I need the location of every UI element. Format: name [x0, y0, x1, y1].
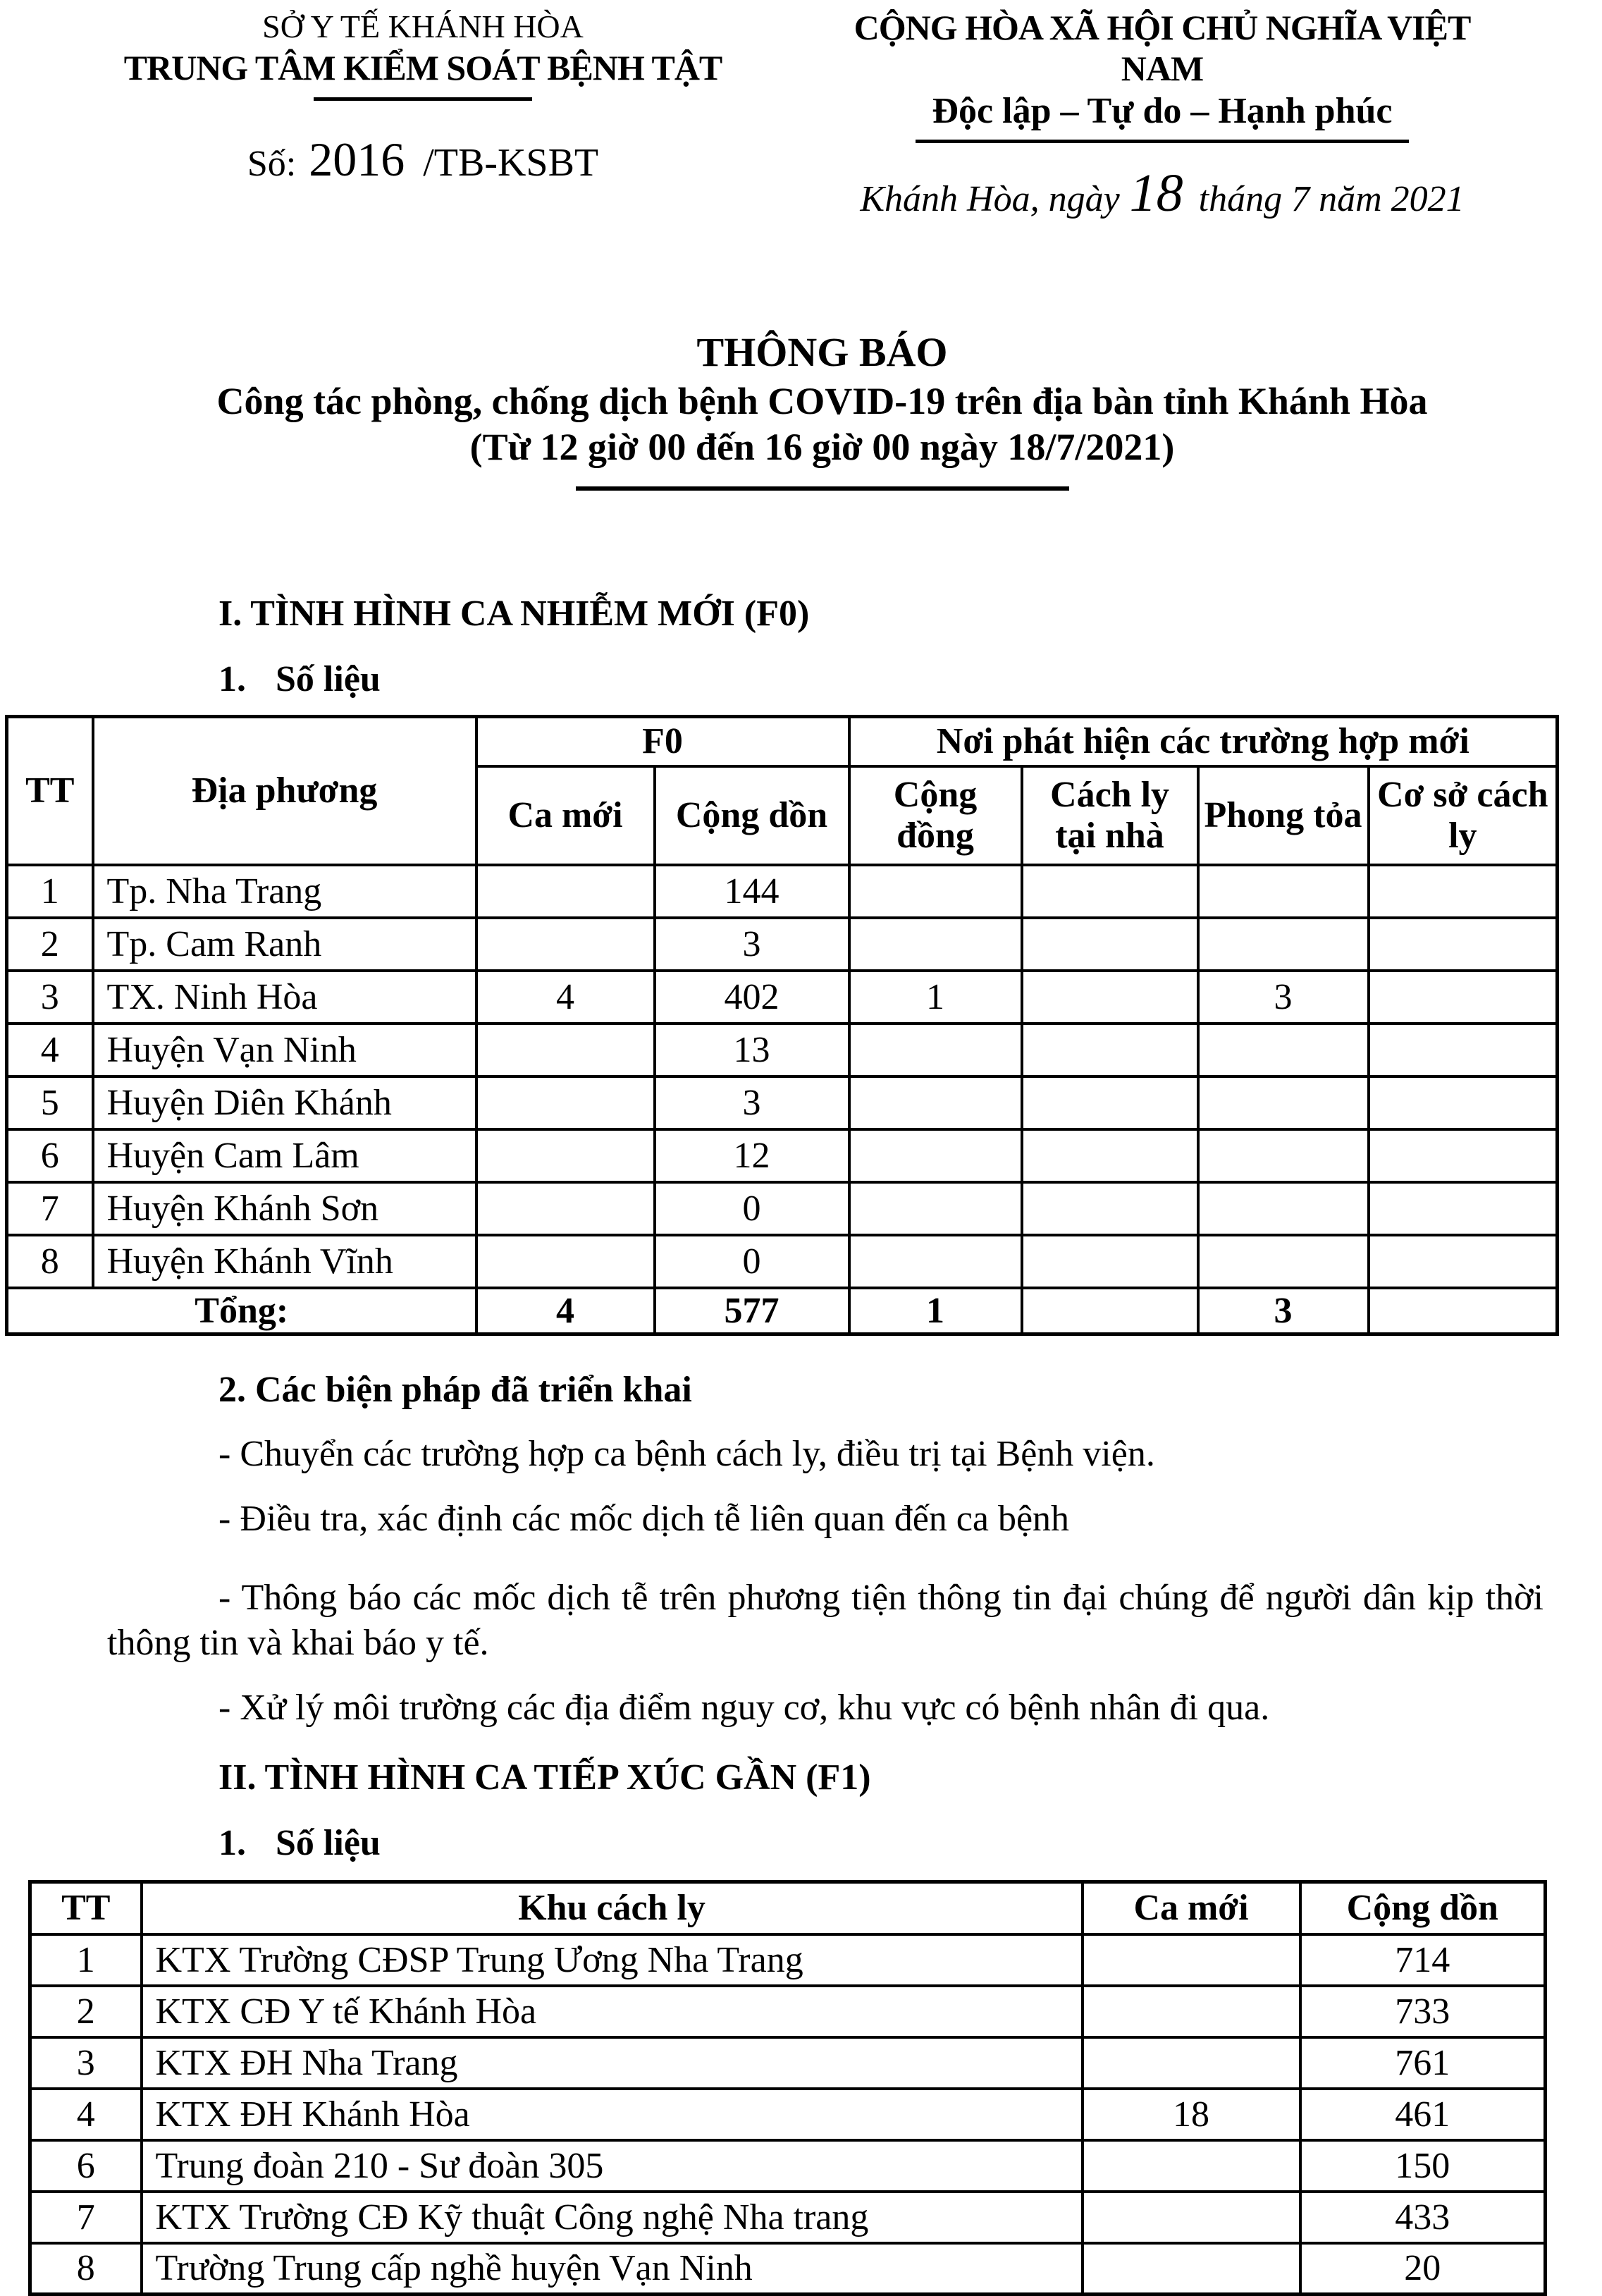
- cell-lockdown: [1198, 1129, 1369, 1182]
- cell-home: [1022, 865, 1198, 918]
- cell-tt: 4: [7, 1024, 93, 1076]
- notice-title-block: [0, 327, 1602, 491]
- issuing-org-block: [0, 7, 846, 224]
- cell-tt: 2: [30, 1986, 142, 2037]
- col-f0-group: F0: [476, 717, 849, 766]
- total-lockdown: 3: [1198, 1288, 1369, 1334]
- subheading-label: Số liệu: [276, 659, 381, 699]
- bullet-paragraph: - Xử lý môi trường các địa điểm nguy cơ, khu vực có bệnh nhân đi qua.: [218, 1688, 1270, 1728]
- cell-lockdown: [1198, 1182, 1369, 1235]
- cell-home: [1022, 1235, 1198, 1288]
- cell-home: [1022, 1129, 1198, 1182]
- cell-community: [849, 1129, 1022, 1182]
- cell-home: [1022, 1024, 1198, 1076]
- cell-area: KTX ĐH Khánh Hòa: [142, 2089, 1083, 2140]
- bullet-paragraph: - Điều tra, xác định các mốc dịch tễ liên quan đến ca bệnh: [218, 1499, 1070, 1539]
- table-row: [30, 2140, 1546, 2192]
- cell-new: [476, 1024, 655, 1076]
- doc-number-value: 2016: [309, 133, 405, 186]
- cell-tt: 2: [7, 918, 93, 971]
- cell-new: [1083, 2140, 1300, 2192]
- cell-cum: 0: [655, 1182, 849, 1235]
- subheading-label: Số liệu: [276, 1823, 381, 1863]
- section3-subheading: [218, 1822, 1602, 1865]
- bullet-paragraph: - Chuyển các trường hợp ca bệnh cách ly, điều trị tại Bệnh viện.: [218, 1434, 1155, 1474]
- cell-cum: 761: [1300, 2037, 1546, 2089]
- notice-period: (Từ 12 giờ 00 đến 16 giờ 00 ngày 18/7/2021): [469, 426, 1175, 468]
- cell-cum: 402: [655, 971, 849, 1024]
- cell-cum: 144: [655, 865, 849, 918]
- col-quarantine-area: Khu cách ly: [142, 1882, 1083, 1934]
- cell-lockdown: [1198, 865, 1369, 918]
- total-facility: [1369, 1288, 1558, 1334]
- col-tt: TT: [30, 1882, 142, 1934]
- cell-district: Huyện Cam Lâm: [93, 1129, 476, 1182]
- title-underline: [576, 486, 1069, 491]
- cell-facility: [1369, 918, 1558, 971]
- cell-lockdown: [1198, 1235, 1369, 1288]
- cell-tt: 1: [7, 865, 93, 918]
- doc-number-label: Số:: [247, 144, 297, 184]
- table-row: [30, 2037, 1546, 2089]
- cell-new: 18: [1083, 2089, 1300, 2140]
- date-day: 18: [1129, 164, 1183, 223]
- cell-new: [1083, 2243, 1300, 2295]
- col-cumulative: Cộng dồn: [655, 766, 849, 865]
- cell-facility: [1369, 865, 1558, 918]
- cell-district: Huyện Khánh Sơn: [93, 1182, 476, 1235]
- table-row: [7, 918, 1558, 971]
- col-lockdown: Phong tỏa: [1198, 766, 1369, 865]
- section1-heading: I. TÌNH HÌNH CA NHIỄM MỚI (F0): [218, 594, 810, 634]
- notice-title: THÔNG BÁO: [696, 329, 948, 375]
- cell-tt: 4: [30, 2089, 142, 2140]
- cell-cum: 714: [1300, 1934, 1546, 1986]
- cell-new: [476, 1235, 655, 1288]
- org-underline: [314, 97, 532, 101]
- section3-heading: II. TÌNH HÌNH CA TIẾP XÚC GẦN (F1): [218, 1757, 871, 1798]
- cell-cum: 461: [1300, 2089, 1546, 2140]
- national-motto: Độc lập – Tự do – Hạnh phúc: [932, 91, 1393, 131]
- national-title: CỘNG HÒA XÃ HỘI CHỦ NGHĨA VIỆT NAM: [854, 8, 1471, 88]
- cell-community: [849, 918, 1022, 971]
- cell-facility: [1369, 1076, 1558, 1129]
- section2-heading: 2. Các biện pháp đã triển khai: [218, 1370, 692, 1410]
- cell-area: Trung đoàn 210 - Sư đoàn 305: [142, 2140, 1083, 2192]
- f1-header-row: [30, 1882, 1546, 1934]
- cell-area: KTX Trường CĐSP Trung Ương Nha Trang: [142, 1934, 1083, 1986]
- cell-new: [476, 1129, 655, 1182]
- cell-lockdown: 3: [1198, 971, 1369, 1024]
- motto-underline: [916, 140, 1409, 143]
- f0-header-row-1: [7, 717, 1558, 766]
- cell-new: [476, 918, 655, 971]
- total-new: 4: [476, 1288, 655, 1334]
- bullet-paragraph: - Thông báo các mốc dịch tễ trên phương tiện thông tin đại chúng để người dân kịp thời thông tin và khai báo y tế.: [107, 1578, 1544, 1663]
- cell-community: [849, 1076, 1022, 1129]
- table-row: [30, 2192, 1546, 2243]
- col-cumulative: Cộng dồn: [1300, 1882, 1546, 1934]
- cell-cum: 733: [1300, 1986, 1546, 2037]
- cell-community: 1: [849, 971, 1022, 1024]
- table-row: [7, 1129, 1558, 1182]
- col-tt: TT: [7, 717, 93, 865]
- cell-district: Huyện Khánh Vĩnh: [93, 1235, 476, 1288]
- table-row: [7, 865, 1558, 918]
- cell-home: [1022, 971, 1198, 1024]
- cell-cum: 150: [1300, 2140, 1546, 2192]
- cell-lockdown: [1198, 918, 1369, 971]
- table-row: [7, 1024, 1558, 1076]
- cell-district: TX. Ninh Hòa: [93, 971, 476, 1024]
- cell-tt: 6: [30, 2140, 142, 2192]
- cell-new: 4: [476, 971, 655, 1024]
- cell-new: [476, 865, 655, 918]
- table-row: [7, 1182, 1558, 1235]
- date-suffix: tháng 7 năm 2021: [1198, 179, 1465, 219]
- cell-facility: [1369, 1129, 1558, 1182]
- subheading-number: 1.: [218, 1823, 246, 1863]
- cell-tt: 8: [7, 1235, 93, 1288]
- col-place-group: Nơi phát hiện các trường hợp mới: [849, 717, 1558, 766]
- cell-tt: 7: [30, 2192, 142, 2243]
- cell-area: KTX CĐ Y tế Khánh Hòa: [142, 1986, 1083, 2037]
- national-header-block: [846, 7, 1602, 224]
- col-quarantine-facility: Cơ sở cách ly: [1369, 766, 1558, 865]
- cell-new: [1083, 2037, 1300, 2089]
- cell-tt: 5: [7, 1076, 93, 1129]
- cell-lockdown: [1198, 1076, 1369, 1129]
- cell-area: Trường Trung cấp nghề huyện Vạn Ninh: [142, 2243, 1083, 2295]
- notice-subject: Công tác phòng, chống dịch bệnh COVID-19 trên địa bàn tỉnh Khánh Hòa: [216, 380, 1428, 422]
- cell-community: [849, 1024, 1022, 1076]
- total-community: 1: [849, 1288, 1022, 1334]
- cell-tt: 8: [30, 2243, 142, 2295]
- parent-org: SỞ Y TẾ KHÁNH HÒA: [262, 8, 584, 44]
- cell-facility: [1369, 1024, 1558, 1076]
- total-cum: 577: [655, 1288, 849, 1334]
- org-name: TRUNG TÂM KIỂM SOÁT BỆNH TẬT: [123, 48, 722, 87]
- cell-community: [849, 1182, 1022, 1235]
- cell-facility: [1369, 971, 1558, 1024]
- col-new-cases: Ca mới: [476, 766, 655, 865]
- place-date-line: [846, 163, 1479, 224]
- total-home: [1022, 1288, 1198, 1334]
- cell-cum: 12: [655, 1129, 849, 1182]
- cell-home: [1022, 1182, 1198, 1235]
- cell-new: [476, 1182, 655, 1235]
- col-district: Địa phương: [93, 717, 476, 865]
- col-community: Cộng đồng: [849, 766, 1022, 865]
- section1-subheading: [218, 658, 1602, 701]
- cell-community: [849, 865, 1022, 918]
- table-row: [30, 2243, 1546, 2295]
- cell-tt: 6: [7, 1129, 93, 1182]
- table-row: [7, 971, 1558, 1024]
- cell-cum: 0: [655, 1235, 849, 1288]
- cell-cum: 3: [655, 918, 849, 971]
- table-row: [7, 1235, 1558, 1288]
- cell-tt: 3: [30, 2037, 142, 2089]
- cell-cum: 13: [655, 1024, 849, 1076]
- table-row: [30, 1934, 1546, 1986]
- subheading-number: 1.: [218, 659, 246, 699]
- cell-home: [1022, 918, 1198, 971]
- cell-district: Tp. Cam Ranh: [93, 918, 476, 971]
- cell-cum: 3: [655, 1076, 849, 1129]
- total-label: Tổng:: [7, 1288, 476, 1334]
- cell-area: KTX Trường CĐ Kỹ thuật Công nghệ Nha trang: [142, 2192, 1083, 2243]
- cell-facility: [1369, 1235, 1558, 1288]
- cell-home: [1022, 1076, 1198, 1129]
- cell-new: [1083, 1934, 1300, 1986]
- cell-tt: 1: [30, 1934, 142, 1986]
- col-new-cases: Ca mới: [1083, 1882, 1300, 1934]
- cell-new: [476, 1076, 655, 1129]
- cell-tt: 7: [7, 1182, 93, 1235]
- document-header: [0, 0, 1602, 224]
- doc-number-suffix: /TB-KSBT: [423, 141, 599, 185]
- cell-lockdown: [1198, 1024, 1369, 1076]
- cell-district: Huyện Vạn Ninh: [93, 1024, 476, 1076]
- date-prefix: Khánh Hòa, ngày: [860, 179, 1120, 219]
- cell-new: [1083, 1986, 1300, 2037]
- cell-facility: [1369, 1182, 1558, 1235]
- f1-table: [28, 1880, 1547, 2296]
- cell-new: [1083, 2192, 1300, 2243]
- cell-area: KTX ĐH Nha Trang: [142, 2037, 1083, 2089]
- doc-number-line: [0, 132, 846, 188]
- cell-district: Huyện Diên Khánh: [93, 1076, 476, 1129]
- cell-cum: 433: [1300, 2192, 1546, 2243]
- table-row: [30, 2089, 1546, 2140]
- table-row: [7, 1076, 1558, 1129]
- cell-tt: 3: [7, 971, 93, 1024]
- f0-table: [5, 715, 1559, 1336]
- col-home-quarantine: Cách ly tại nhà: [1022, 766, 1198, 865]
- cell-community: [849, 1235, 1022, 1288]
- cell-district: Tp. Nha Trang: [93, 865, 476, 918]
- table-row: [30, 1986, 1546, 2037]
- total-row: [7, 1288, 1558, 1334]
- cell-cum: 20: [1300, 2243, 1546, 2295]
